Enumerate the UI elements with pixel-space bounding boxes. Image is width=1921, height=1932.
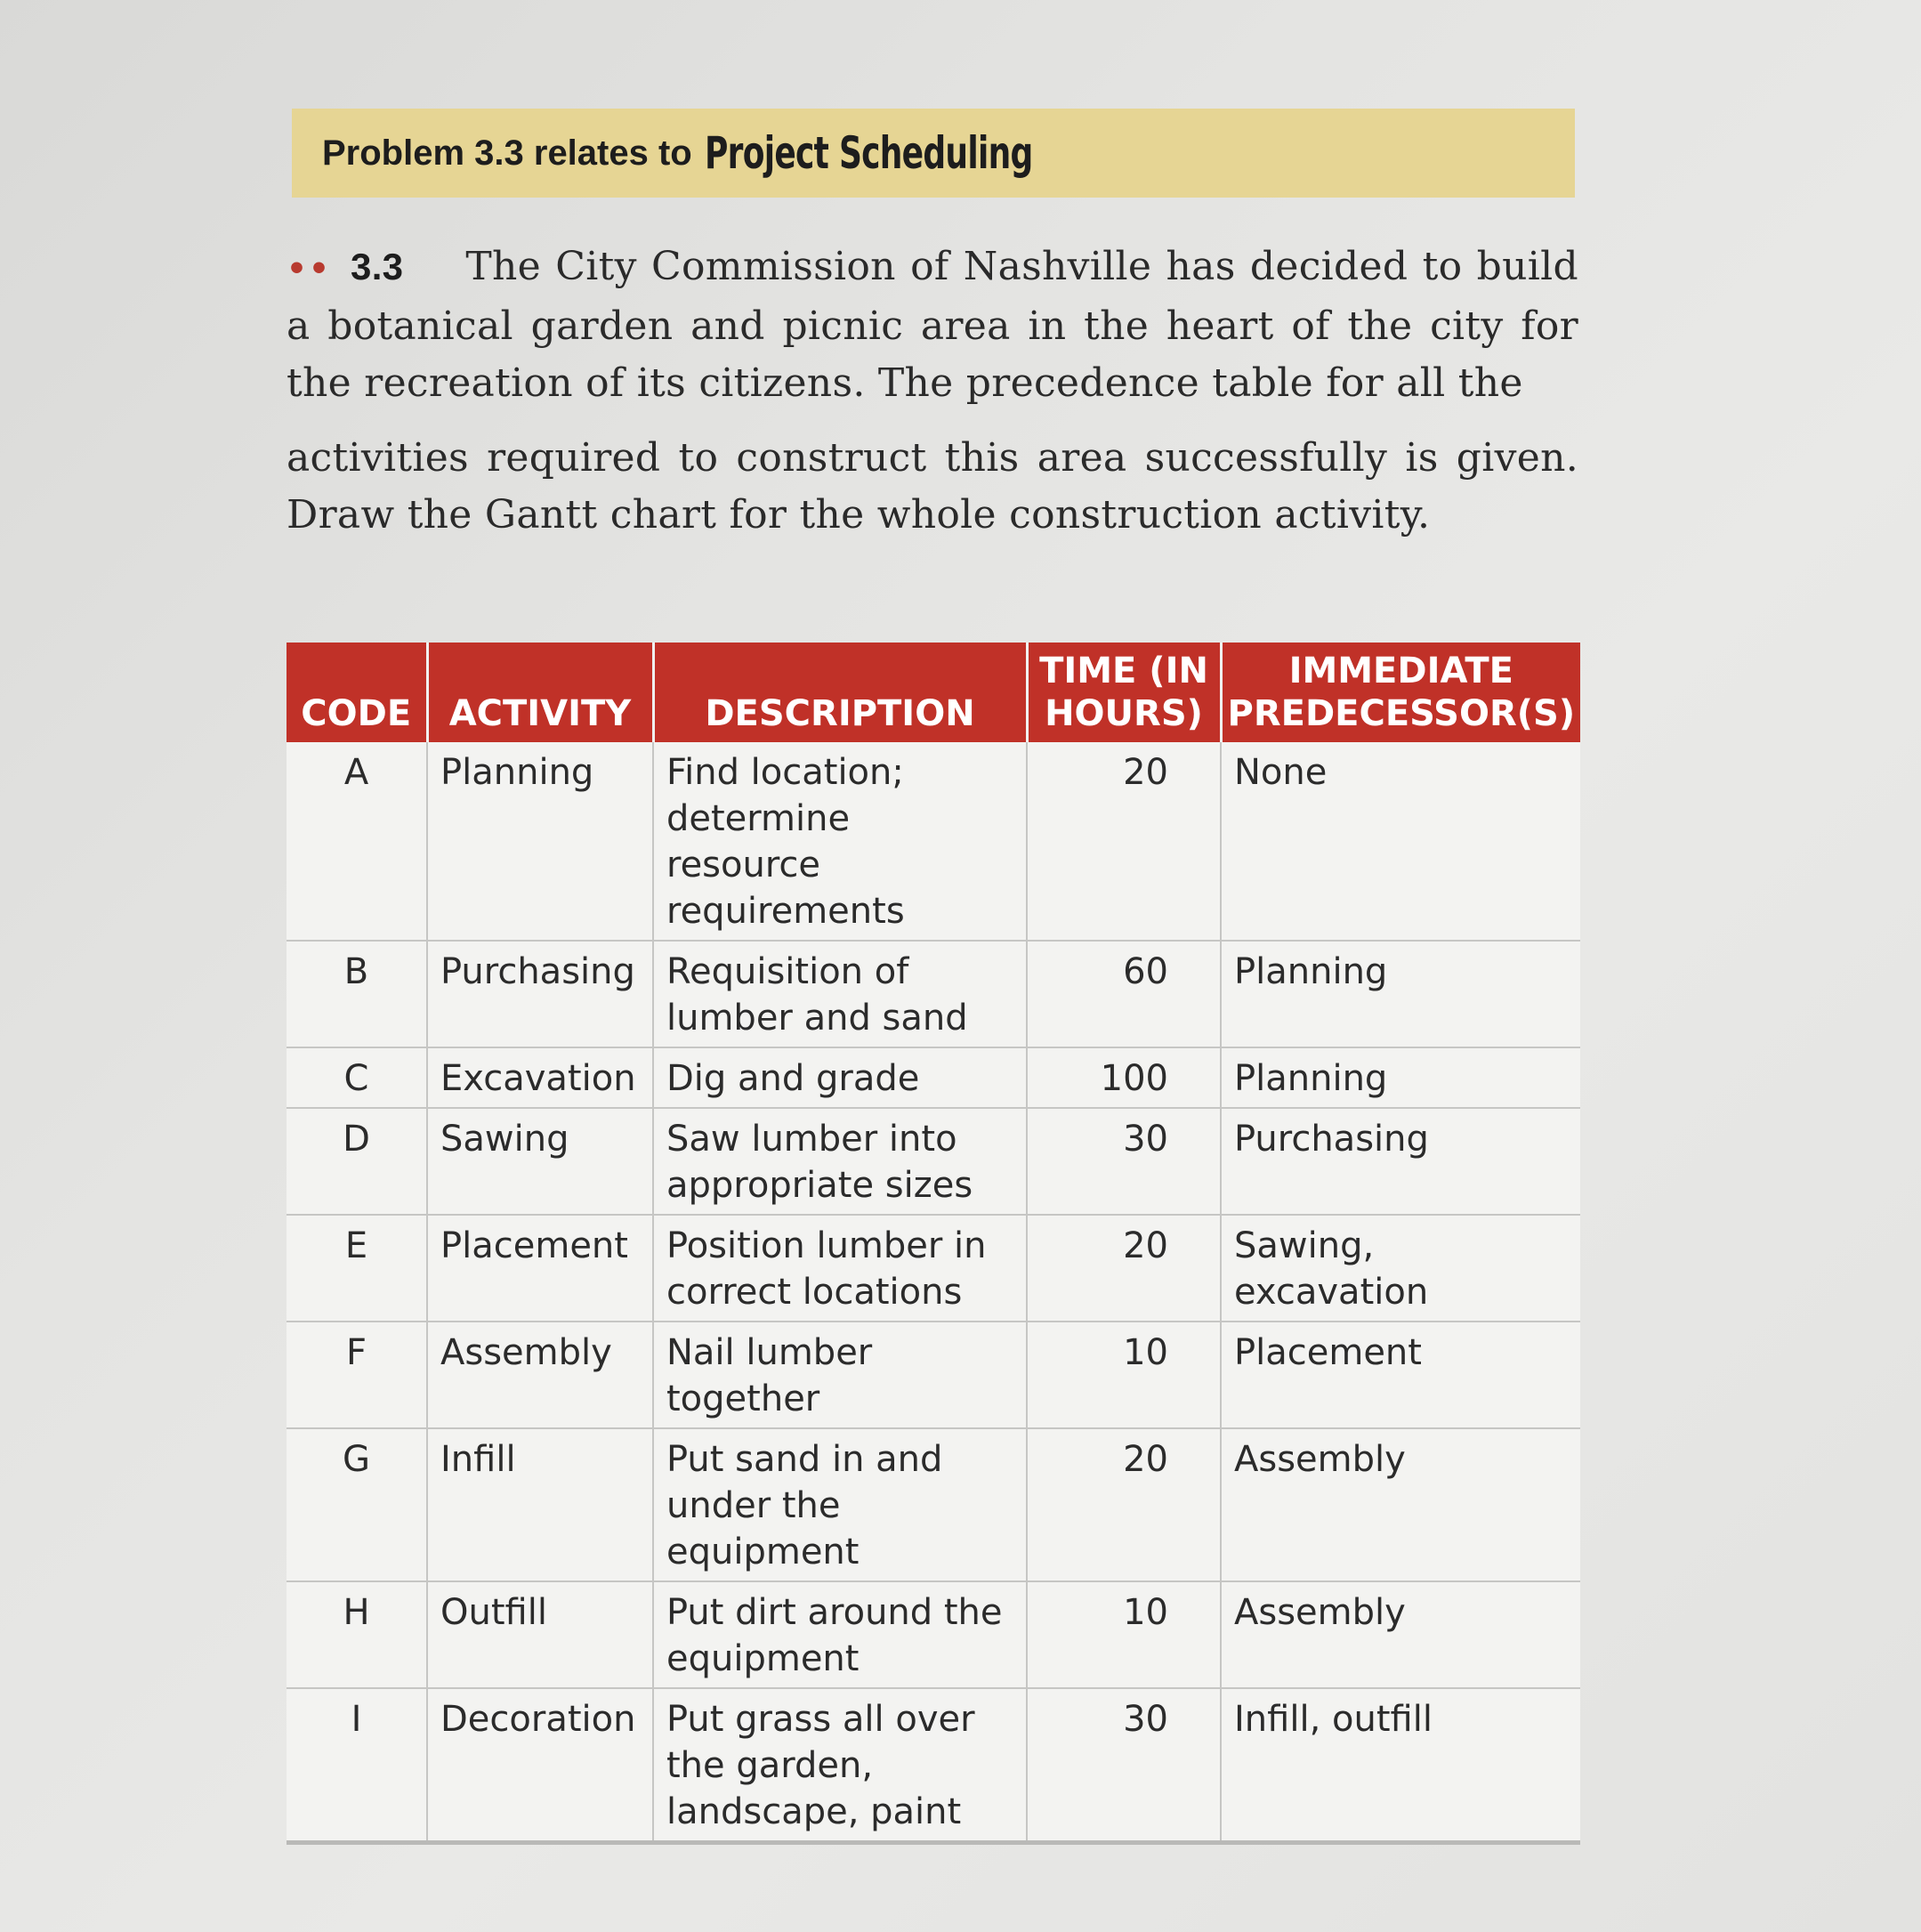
banner-prefix: Problem 3.3 relates to: [322, 133, 692, 173]
cell-code: H: [287, 1581, 427, 1688]
cell-description: Saw lumber into appropriate sizes: [653, 1108, 1027, 1215]
cell-time: 20: [1027, 1215, 1221, 1322]
cell-code: B: [287, 941, 427, 1047]
cell-activity: Planning: [427, 742, 653, 941]
cell-predecessors: Placement: [1221, 1322, 1580, 1428]
cell-predecessors: Planning: [1221, 1047, 1580, 1108]
cell-description: Dig and grade: [653, 1047, 1027, 1108]
cell-description: Put dirt around the equipment: [653, 1581, 1027, 1688]
problem-paragraph-1: [287, 238, 1578, 412]
cell-activity: Excavation: [427, 1047, 653, 1108]
problem-statement: [287, 238, 1578, 544]
table-row: [287, 1688, 1580, 1843]
cell-activity: Placement: [427, 1215, 653, 1322]
cell-time: 10: [1027, 1322, 1221, 1428]
cell-time: 100: [1027, 1047, 1221, 1108]
cell-description: Put grass all over the garden, landscape, paint: [653, 1688, 1027, 1843]
cell-code: E: [287, 1215, 427, 1322]
table-row: [287, 1215, 1580, 1322]
cell-activity: Sawing: [427, 1108, 653, 1215]
header-predecessors: IMMEDIATE PREDECESSOR(S): [1221, 643, 1580, 742]
cell-code: G: [287, 1428, 427, 1581]
cell-time: 10: [1027, 1581, 1221, 1688]
cell-time: 20: [1027, 1428, 1221, 1581]
precedence-table: [287, 643, 1580, 1845]
problem-text-part1: The City Commission of Nashville has decided to build a botanical garden and picnic area in the heart of the city for the recreation of its citizens. The precedence table for all the: [287, 244, 1578, 406]
cell-predecessors: Assembly: [1221, 1428, 1580, 1581]
table-row: [287, 1581, 1580, 1688]
table-row: [287, 1047, 1580, 1108]
cell-code: D: [287, 1108, 427, 1215]
cell-activity: Decoration: [427, 1688, 653, 1843]
cell-predecessors: Sawing, excavation: [1221, 1215, 1580, 1322]
cell-code: C: [287, 1047, 427, 1108]
precedence-table-container: [287, 643, 1580, 1845]
cell-code: F: [287, 1322, 427, 1428]
cell-description: Find location; determine resource requirements: [653, 742, 1027, 941]
header-activity: ACTIVITY: [427, 643, 653, 742]
table-row: [287, 1428, 1580, 1581]
cell-predecessors: Assembly: [1221, 1581, 1580, 1688]
cell-predecessors: Planning: [1221, 941, 1580, 1047]
problem-number: 3.3: [351, 246, 404, 287]
cell-activity: Infill: [427, 1428, 653, 1581]
cell-activity: Outfill: [427, 1581, 653, 1688]
problem-paragraph-2: activities required to construct this area successfully is given. Draw the Gantt chart for the whole construction activity.: [287, 435, 1578, 538]
cell-time: 30: [1027, 1108, 1221, 1215]
cell-description: Position lumber in correct locations: [653, 1215, 1027, 1322]
cell-time: 60: [1027, 941, 1221, 1047]
table-row: [287, 941, 1580, 1047]
header-code: CODE: [287, 643, 427, 742]
cell-predecessors: Infill, outfill: [1221, 1688, 1580, 1843]
cell-description: Put sand in and under the equipment: [653, 1428, 1027, 1581]
cell-activity: Assembly: [427, 1322, 653, 1428]
table-header-row: [287, 643, 1580, 742]
cell-description: Nail lumber together: [653, 1322, 1027, 1428]
cell-code: I: [287, 1688, 427, 1843]
cell-activity: Purchasing: [427, 941, 653, 1047]
cell-description: Requisition of lumber and sand: [653, 941, 1027, 1047]
table-row: [287, 1322, 1580, 1428]
section-banner: [292, 109, 1575, 198]
banner-topic: Project Scheduling: [704, 127, 1033, 179]
header-time: TIME (IN HOURS): [1027, 643, 1221, 742]
table-row: [287, 1108, 1580, 1215]
cell-time: 20: [1027, 742, 1221, 941]
cell-predecessors: Purchasing: [1221, 1108, 1580, 1215]
table-row: [287, 742, 1580, 941]
cell-time: 30: [1027, 1688, 1221, 1843]
difficulty-dots-icon: ••: [287, 251, 332, 287]
cell-predecessors: None: [1221, 742, 1580, 941]
header-description: DESCRIPTION: [653, 643, 1027, 742]
cell-code: A: [287, 742, 427, 941]
